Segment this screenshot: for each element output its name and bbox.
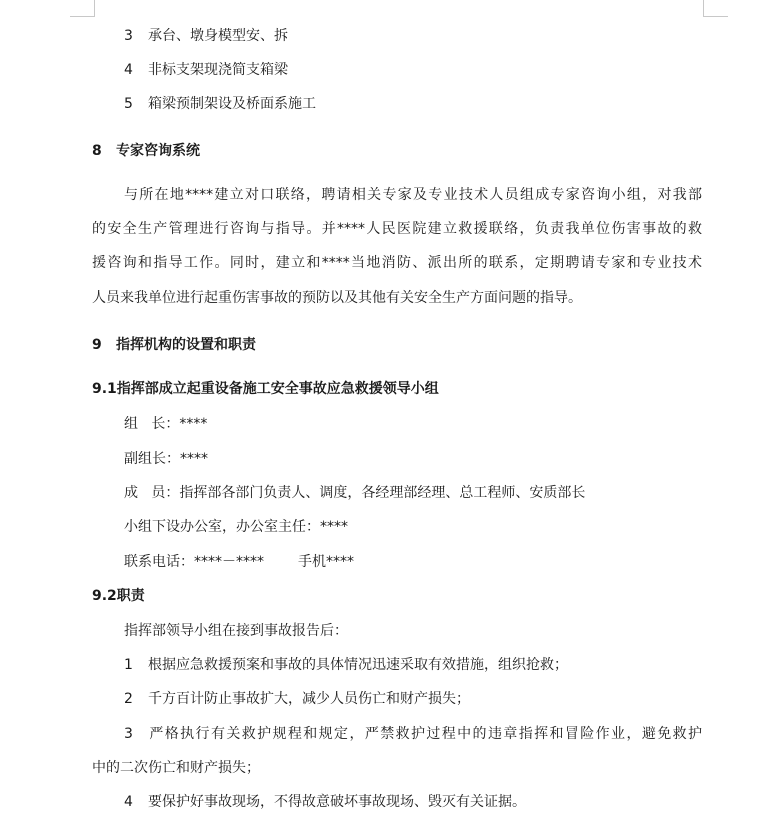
deputy-leader-line: 副组长：**** [124,451,208,467]
list-item-number: 3 [124,726,133,742]
mobile-phone: 手机**** [298,554,354,570]
list-item-number: 4 [124,794,133,810]
page-corner-mark-right [703,0,728,17]
list-item-continuation: 中的二次伤亡和财产损失； [92,760,260,776]
list-item [124,724,702,744]
list-item [124,689,470,709]
list-item-number: 4 [124,62,133,78]
list-item-text: 根据应急救援预案和事故的具体情况迅速采取有效措施，组织抢救； [148,657,568,673]
page-corner-mark-left [70,0,95,17]
section-number: 8 [92,143,102,159]
list-item [124,94,316,114]
members-line: 成 员：指挥部各部门负责人、调度，各经理部经理、总工程师、安质部长 [124,485,586,501]
list-item [124,792,526,812]
section-title: 专家咨询系统 [116,143,200,159]
list-item-number: 3 [124,28,133,44]
paragraph-line: 援咨询和指导工作。同时，建立和****当地消防、派出所的联系，定期聘请专家和专业技术 [92,255,702,271]
list-item-text: 承台、墩身模型安、拆 [148,28,288,44]
section-9-heading [92,335,256,355]
contact-phone: 联系电话：****－**** [124,554,264,570]
leader-line: 组 长：**** [124,416,208,432]
section-8-heading [92,141,200,161]
list-item [124,655,568,675]
section-number: 9 [92,337,102,353]
section-title: 指挥机构的设置和职责 [116,337,256,353]
paragraph-line: 与所在地****建立对口联络，聘请相关专家及专业技术人员组成专家咨询小组，对我部 [124,187,702,203]
list-item-number: 2 [124,691,133,707]
list-item-number: 5 [124,96,133,112]
list-item [124,26,288,46]
paragraph-line: 的安全生产管理进行咨询与指导。并****人民医院建立救援联络，负责我单位伤害事故的救 [92,221,702,237]
list-item-text: 千方百计防止事故扩大，减少人员伤亡和财产损失； [148,691,470,707]
duties-intro: 指挥部领导小组在接到事故报告后： [124,623,348,639]
section-9-1-heading: 9.1指挥部成立起重设备施工安全事故应急救援领导小组 [92,381,439,397]
paragraph-line: 人员来我单位进行起重伤害事故的预防以及其他有关安全生产方面问题的指导。 [92,290,582,306]
list-item-text: 要保护好事故现场，不得故意破坏事故现场、毁灭有关证据。 [148,794,526,810]
list-item [124,60,288,80]
office-line: 小组下设办公室，办公室主任：**** [124,519,348,535]
list-item-text: 严格执行有关救护规程和规定，严禁救护过程中的违章指挥和冒险作业，避免救护 [148,726,702,742]
section-9-2-heading: 9.2职责 [92,588,145,604]
list-item-text: 箱梁预制架设及桥面系施工 [148,96,316,112]
list-item-number: 1 [124,657,133,673]
list-item-text: 非标支架现浇简支箱梁 [148,62,288,78]
contact-phone-line [124,552,354,572]
